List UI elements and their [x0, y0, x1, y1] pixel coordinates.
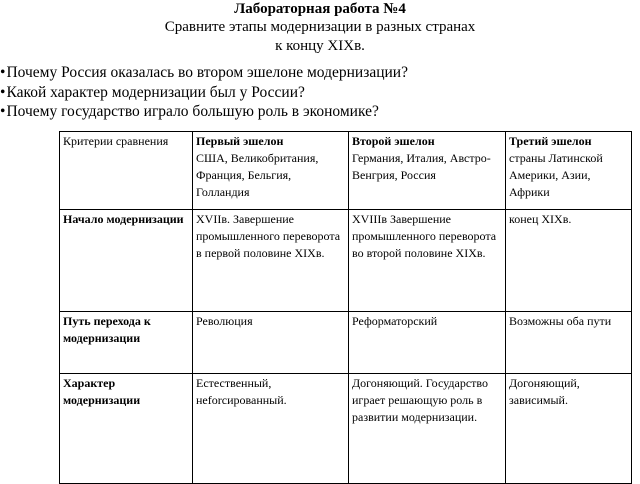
table-cell [193, 374, 349, 484]
column-countries: страны Латинской Америки, Азии, Африки [509, 151, 603, 199]
criterion-label: Характер модернизации [63, 376, 141, 407]
cell-text: Догоняющий. Государство играет решающую роль в развитии модернизации. [352, 376, 488, 424]
subtitle-line-2: к концу XIXв. [275, 38, 365, 54]
table-cell [506, 374, 632, 484]
criterion-cell [60, 210, 193, 312]
cell-text: Революция [196, 314, 253, 328]
table-cell [193, 210, 349, 312]
cell-text: Естественный, неforсированный. [196, 376, 287, 407]
table-cell [506, 312, 632, 374]
table-cell [506, 210, 632, 312]
corner-label: Критерии сравнения [63, 134, 169, 148]
table-cell [349, 210, 506, 312]
cell-text: Реформаторский [352, 314, 438, 328]
cell-text: конец XIXв. [509, 212, 572, 226]
page-title: Лабораторная работа №4 [234, 1, 406, 17]
column-header-third [506, 132, 632, 210]
column-title: Второй эшелон [352, 134, 435, 148]
question-item: • Какой характер модернизации был у России? [0, 83, 408, 103]
cell-text: Возможны оба пути [509, 314, 612, 328]
subtitle-line-1: Сравните этапы модернизации в разных странах [164, 19, 476, 35]
cell-text: XVIIв. Завершение промышленного переворота в первой половине XIXв. [196, 212, 341, 260]
question-item: • Почему Россия оказалась во втором эшелоне модернизации? [0, 63, 408, 83]
table-cell [349, 312, 506, 374]
column-countries: США, Великобритания, Франция, Бельгия, Голландия [196, 151, 319, 199]
table-cell [193, 312, 349, 374]
table-row [60, 210, 632, 312]
column-header-second [349, 132, 506, 210]
cell-text: XVIIIв Завершение промышленного переворота во второй половине XIXв. [352, 212, 497, 260]
column-countries: Германия, Италия, Австро-Венгрия, Россия [352, 151, 491, 182]
column-title: Первый эшелон [196, 134, 284, 148]
corner-cell [60, 132, 193, 210]
table-row [60, 374, 632, 484]
table-cell [349, 374, 506, 484]
column-title: Третий эшелон [509, 134, 592, 148]
criterion-label: Начало модернизации [63, 212, 184, 226]
cell-text: Догоняющий, зависимый. [509, 376, 580, 407]
comparison-table [59, 131, 632, 484]
criterion-cell [60, 374, 193, 484]
table-row [60, 312, 632, 374]
criterion-label: Путь перехода к модернизации [63, 314, 151, 345]
question-list [0, 63, 408, 122]
criterion-cell [60, 312, 193, 374]
title-block [0, 0, 640, 56]
question-item: • Почему государство играло большую роль в экономике? [0, 102, 408, 122]
column-header-first [193, 132, 349, 210]
header-row [60, 132, 632, 210]
